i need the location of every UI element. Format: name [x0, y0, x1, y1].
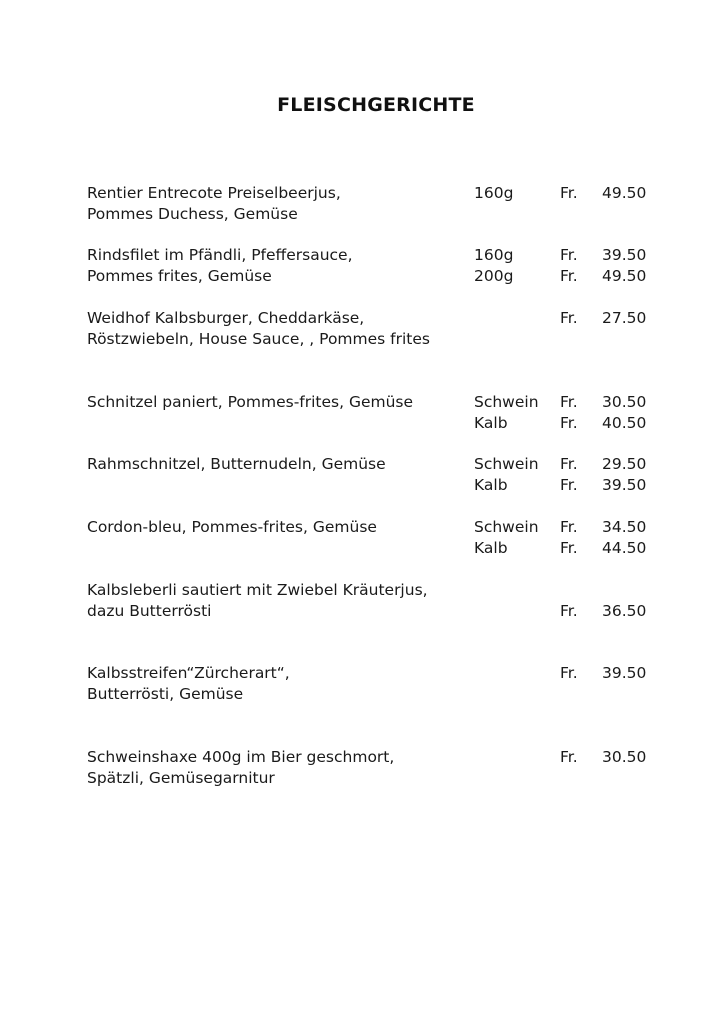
item-description: Pommes Duchess, Gemüse: [87, 205, 298, 223]
item-price: 29.50: [602, 455, 647, 473]
item-price: 34.50: [602, 518, 647, 536]
item-currency: Fr.: [560, 393, 578, 411]
item-currency: Fr.: [560, 309, 578, 327]
menu-item-line: [87, 538, 667, 559]
item-currency: Fr.: [560, 518, 578, 536]
menu-item-line: [87, 475, 667, 496]
item-price: 39.50: [602, 476, 647, 494]
item-currency: Fr.: [560, 246, 578, 264]
item-price: 49.50: [602, 184, 647, 202]
item-currency: Fr.: [560, 455, 578, 473]
item-price: 49.50: [602, 267, 647, 285]
item-description: Spätzli, Gemüsegarnitur: [87, 769, 275, 787]
menu-item-line: [87, 245, 667, 266]
item-description: Röstzwiebeln, House Sauce, , Pommes frites: [87, 330, 430, 348]
item-price: 27.50: [602, 309, 647, 327]
item-description: Kalbsstreifen“Zürcherart“,: [87, 664, 290, 682]
menu-item: [87, 663, 667, 705]
item-price: 30.50: [602, 393, 647, 411]
menu-item-line: [87, 204, 667, 225]
item-price: 39.50: [602, 246, 647, 264]
item-currency: Fr.: [560, 539, 578, 557]
menu-item-line: [87, 747, 667, 768]
menu-item-line: [87, 684, 667, 705]
menu-item-line: [87, 329, 667, 350]
item-size: 160g: [474, 184, 514, 202]
item-price: 40.50: [602, 414, 647, 432]
item-description: Schnitzel paniert, Pommes-frites, Gemüse: [87, 393, 414, 411]
item-currency: Fr.: [560, 267, 578, 285]
menu-item: [87, 392, 667, 434]
menu-item-line: [87, 768, 667, 789]
item-size: Kalb: [474, 539, 508, 557]
menu-item-line: [87, 413, 667, 434]
item-size: Schwein: [474, 393, 539, 411]
menu-item: [87, 308, 667, 350]
menu-item-line: [87, 266, 667, 287]
item-currency: Fr.: [560, 476, 578, 494]
menu-item-line: [87, 183, 667, 204]
item-description: Cordon-bleu, Pommes-frites, Gemüse: [87, 518, 377, 536]
menu-item-line: [87, 517, 667, 538]
item-description: Schweinshaxe 400g im Bier geschmort,: [87, 748, 395, 766]
menu-item-line: [87, 601, 667, 622]
item-size: Kalb: [474, 476, 508, 494]
item-price: 39.50: [602, 664, 647, 682]
item-description: Butterrösti, Gemüse: [87, 685, 244, 703]
item-description: Rahmschnitzel, Butternudeln, Gemüse: [87, 455, 386, 473]
item-price: 36.50: [602, 602, 647, 620]
menu-item-line: [87, 392, 667, 413]
page-title: FLEISCHGERICHTE: [277, 94, 475, 116]
item-size: Schwein: [474, 455, 539, 473]
item-size: 200g: [474, 267, 514, 285]
menu-item-line: [87, 308, 667, 329]
menu-item: [87, 747, 667, 789]
menu-item: [87, 454, 667, 496]
item-description: Weidhof Kalbsburger, Cheddarkäse,: [87, 309, 365, 327]
item-currency: Fr.: [560, 664, 578, 682]
item-description: Rindsfilet im Pfändli, Pfeffersauce,: [87, 246, 353, 264]
menu-item: [87, 517, 667, 559]
item-price: 44.50: [602, 539, 647, 557]
menu-item-line: [87, 454, 667, 475]
item-description: dazu Butterrösti: [87, 602, 212, 620]
item-size: 160g: [474, 246, 514, 264]
item-currency: Fr.: [560, 184, 578, 202]
item-price: 30.50: [602, 748, 647, 766]
item-description: Pommes frites, Gemüse: [87, 267, 272, 285]
menu-item-line: [87, 580, 667, 601]
item-currency: Fr.: [560, 602, 578, 620]
item-currency: Fr.: [560, 748, 578, 766]
menu-item-line: [87, 663, 667, 684]
menu-item: [87, 580, 667, 622]
item-description: Rentier Entrecote Preiselbeerjus,: [87, 184, 341, 202]
menu-item: [87, 183, 667, 225]
item-size: Schwein: [474, 518, 539, 536]
item-currency: Fr.: [560, 414, 578, 432]
item-description: Kalbsleberli sautiert mit Zwiebel Kräuterjus,: [87, 581, 428, 599]
item-size: Kalb: [474, 414, 508, 432]
menu-item: [87, 245, 667, 287]
